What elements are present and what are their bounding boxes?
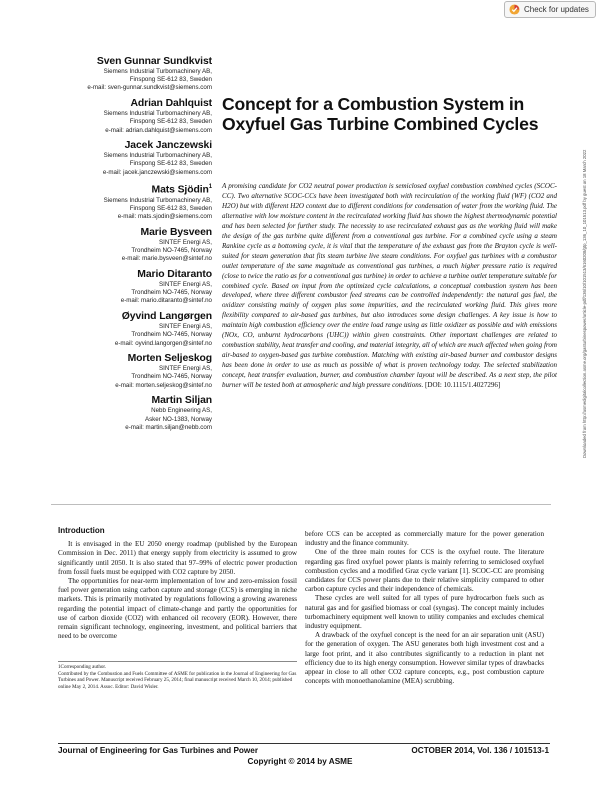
address: Asker NO-1383, Norway [144, 415, 212, 423]
author-block [30, 352, 212, 390]
author-name: Jacek Janczewski [124, 140, 212, 152]
journal-name: Journal of Engineering for Gas Turbines and Power [58, 746, 259, 755]
corresponding-author-marker: 1 [208, 184, 212, 191]
author-name: Marie Bysveen [140, 226, 212, 238]
author-name: Mario Ditaranto [137, 269, 212, 281]
body-paragraph: before CCS can be accepted as commercially mature for the power generation industry and the finance community. [305, 530, 544, 548]
affiliation: SINTEF Energi AS, [159, 323, 212, 331]
author-block [30, 55, 212, 93]
author-block [30, 139, 212, 177]
affiliation: Siemens Industrial Turbomachinery AB, [103, 68, 212, 75]
author-list [30, 55, 212, 436]
download-notice: Downloaded from http://asmedigitalcollection.asme.org/gasturbinespower/article-pdf/136/10/101513/6160208/gtp_136_10_101513.pdf by guest on 18 March 2022 [582, 149, 587, 458]
email[interactable]: e-mail: mats.sjodin@siemens.com [117, 213, 212, 221]
email[interactable]: e-mail: sven-gunnar.sundkvist@siemens.com [87, 84, 212, 92]
email[interactable]: e-mail: mario.ditaranto@sintef.no [120, 297, 212, 305]
affiliation: SINTEF Energi AS, [159, 365, 212, 373]
footnote: Contributed by the Combustion and Fuels Committee of ASME for publication in the Journal of Engineering for Gas Turbines and Power. Manuscript received February 25, 2014; final manuscript received March 10, 2014; published online May 2, 2014. Assoc. Editor: David Wisler. [58, 670, 297, 690]
address: Trondheim NO-7465, Norway [131, 289, 212, 297]
issue-info: OCTOBER 2014, Vol. 136 / 101513-1 [411, 746, 549, 755]
body-paragraph: One of the three main routes for CCS is the oxyfuel route. The literature regarding gas fired oxyfuel power plants is mainly referring to semiclosed oxyfuel combustion cycles and a modified Graz cycle variant [1]. SCOC-CC are promising candidates for CCS power plants due to their relative simplicity compared to other carbon capture cycles and their independence of chemicals. [305, 548, 544, 594]
email[interactable]: e-mail: adrian.dahlquist@siemens.com [105, 126, 212, 134]
abstract [222, 182, 557, 391]
email[interactable]: e-mail: jacek.janczewski@siemens.com [102, 168, 212, 176]
affiliation: Siemens Industrial Turbomachinery AB, [103, 196, 212, 204]
author-name: Adrian Dahlquist [130, 98, 212, 110]
footnote: 1Corresponding author. [58, 664, 107, 670]
affiliation: Siemens Industrial Turbomachinery AB, [103, 110, 212, 118]
author-name: Øyvind Langørgen [121, 311, 212, 323]
footnotes [58, 661, 297, 690]
check-for-updates-badge[interactable] [504, 1, 596, 18]
address: Finspong SE-612 83, Sweden [129, 160, 212, 168]
paper-title: Concept for a Combustion System in Oxyfuel Gas Turbine Combined Cycles [222, 94, 539, 134]
email[interactable]: e-mail: morten.seljeskog@sintef.no [115, 381, 212, 389]
affiliation: SINTEF Energi AS, [159, 281, 212, 289]
email[interactable]: e-mail: martin.siljan@nebb.com [125, 423, 212, 431]
author-block [30, 97, 212, 135]
crossmark-icon [509, 4, 520, 15]
body-paragraph: These cycles are well suited for all types of pure hydrocarbon fuels such as natural gas and for gasified biomass or coal (syngas). The concept mainly includes turbomachinery equipment well known to utility companies and excludes chemical industry equipment. [305, 594, 544, 631]
right-column [305, 530, 544, 686]
address: Finspong SE-612 83, Sweden [129, 205, 212, 212]
affiliation: Siemens Industrial Turbomachinery AB, [103, 152, 212, 160]
doi-link[interactable]: [DOI: 10.1115/1.4027296] [425, 381, 501, 390]
email[interactable]: e-mail: oyvind.langorgen@sintef.no [114, 339, 212, 347]
address: Finspong SE-612 83, Sweden [129, 118, 212, 126]
author-block [30, 268, 212, 306]
affiliation: SINTEF Energi AS, [159, 238, 212, 246]
left-column [58, 526, 297, 641]
author-name: Sven Gunnar Sundkvist [96, 56, 212, 67]
body-paragraph: A drawback of the oxyfuel concept is the need for an air separation unit (ASU) for the generation of oxygen. The ASU generates both high investment cost and a large foot print, and it also contributes significantly to a reduction in plant net efficiency due to its high energy consumption. However similar types of drawbacks appear in close to all other CO2 capture concepts, e.g., post combustion capture concepts with monoethanolamine (MEA) scrubbing. [305, 631, 544, 686]
author-name: Mats Sjödin$^1$ [151, 184, 212, 196]
address: Trondheim NO-7465, Norway [131, 373, 212, 381]
introduction-heading: Introduction [58, 526, 105, 535]
affiliation: Nebb Engineering AS, [151, 407, 212, 415]
author-name: Martin Siljan [151, 395, 212, 407]
abstract-text: A promising candidate for CO2 neutral power production is semiclosed oxyfuel combustion combined cycles (SCOC-CC). Two alternative SCOC-CCs have been investigated both with recirculation of the working fluid (WF) (CO2 and H2O) but with different H2O content due to different conditions for condensation of water from the working fluid. The alternative with low moisture content in the recirculated working fluid has shown the highest thermodynamic potential and has been selected for further study. The necessity to use recirculated exhaust gas as the working fluid will make the design of the gas turbine quite different from a conventional gas turbine. For a combined cycle using a steam Rankine cycle as a bottoming cycle, it is vital that the temperature of the exhaust gas from the Brayton cycle is well-suited for steam generation that fits steam turbine live steam conditions. For oxyfuel gas turbines with a combustor outlet temperature of the same magnitude as conventional gas turbines, a much higher pressure ratio is required (close to twice the ratio as for a conventional gas turbine) in order to achieve a turbine outlet temperature suitable for combined cycle. Based on input from the optimized cycle calculations, a conceptual combustion system has been developed, where three different combustor feed streams can be controlled independently: the natural gas fuel, the oxidizer consisting mainly of oxygen plus some impurities, and the recirculated working fluid. This gives more flexibility compared to air-based gas turbines, but also introduces some design challenges. A key issue is how to maintain high combustion efficiency over the entire load range using as little oxidizer as possible and with emissions (NOx, CO, unburnt hydrocarbons (UHC)) within given constraints. Other important challenges are related to combustion stability, heat transfer and cooling, and material integrity, all of which are much affected when going from air-based to oxygen-based gas turbine combustion. Matching with existing air-based burner and combustor designs has been done in order to use as much as possible of what is proven technology today. The selected stabilization concept, heat transfer evaluation, burner, and combustion chamber layout will be described. As a next step, the pilot burner will be tested both at atmospheric and high pressure conditions. [222, 182, 557, 390]
address: Trondheim NO-7465, Norway [131, 331, 212, 339]
copyright: Copyright © 2014 by ASME [247, 757, 353, 766]
footer-rule [58, 743, 550, 744]
author-block [30, 310, 212, 348]
author-name: Morten Seljeskog [127, 353, 212, 365]
email[interactable]: e-mail: marie.bysveen@sintef.no [121, 255, 212, 263]
badge-label: Check for updates [524, 5, 589, 14]
address: Finspong SE-612 83, Sweden [129, 76, 212, 84]
section-divider [51, 504, 551, 505]
address: Trondheim NO-7465, Norway [131, 247, 212, 255]
body-paragraph: The opportunities for near-term implementation of low and zero-emission fossil fuel power generation using carbon capture and storage (CCS) is emerging in niche markets. This is primarily motivated by regulations following a growing awareness regarding the potential impact of climate-change and partly the opportunities for use of carbon dioxide (CO2) with enhanced oil recovery (EOR). However, there remain significant technology, engineering, investment, and political barriers that need to be overcome [58, 577, 297, 641]
author-block [30, 394, 212, 432]
author-block [30, 181, 212, 221]
body-paragraph: It is envisaged in the EU 2050 energy roadmap (published by the European Commission in Dec. 2011) that energy supply from electricity is assumed to grow significantly until 2050. It is also stated that 97–99% of electric power production from fossil fuels must be equipped with CO2 capture by 2050. [58, 540, 297, 576]
author-block [30, 226, 212, 264]
